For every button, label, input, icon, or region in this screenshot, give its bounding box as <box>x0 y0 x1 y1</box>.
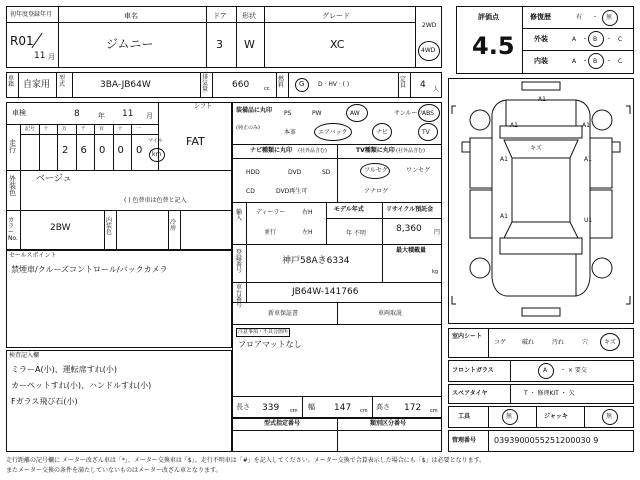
type-no-label: 型式指定番号 <box>264 420 301 427</box>
doors-label: ドア <box>213 12 227 20</box>
equip-circle <box>372 123 392 141</box>
repair-no: 無 <box>606 14 613 21</box>
mileage-col-header: 記号 <box>25 126 36 132</box>
fuel-others: D · HV · ( ) <box>318 81 350 88</box>
repair-label: 修復歴 <box>530 13 551 21</box>
seat-item-2: 破れ <box>522 339 535 346</box>
model-label: 車名 <box>124 12 138 20</box>
ext-color-label: 外装色 <box>9 175 16 197</box>
seat-item-5: キズ <box>604 339 616 346</box>
equip-item: TV <box>422 129 430 136</box>
mileage-digit: 0 <box>136 145 143 156</box>
nav-dvd-play: DVD再生可 <box>276 188 308 195</box>
equip-circle <box>346 104 368 122</box>
nav-dvd: DVD <box>288 169 302 176</box>
import-label: 輸入 <box>236 209 243 222</box>
int-b: B <box>593 58 598 65</box>
equip-circle <box>418 123 438 141</box>
equip-item: ナビ <box>376 129 389 136</box>
equip-item: エアバック <box>318 129 348 136</box>
mgmt-value: 0393900055251200030 9 <box>494 436 599 445</box>
equip-item: PS <box>284 110 292 117</box>
glass-label: フロントガラス <box>452 367 494 374</box>
color-no-label: カラーNo. <box>8 217 18 242</box>
first-reg-year: R01 <box>10 34 34 48</box>
mileage-col-header: 千 <box>80 126 86 132</box>
warranty-label: 新車保証書 <box>268 310 299 317</box>
sales-point-label: セールスポイント <box>9 252 57 259</box>
equip-circle <box>314 123 352 141</box>
mileage-digit: 2 <box>62 145 69 156</box>
inspection-label: 車検 <box>12 109 26 117</box>
tv-oneseg: ワンセグ <box>406 167 431 174</box>
tools-label: 工具 <box>458 413 471 420</box>
equip-item: AW <box>350 110 360 117</box>
unit-mile: マイル <box>148 138 163 144</box>
tv-sub: (社外品含む) <box>396 148 425 154</box>
plate-label: 車籍 <box>8 75 15 88</box>
seat-label: 室内シート <box>452 333 483 340</box>
tv-fullseg: フルセグ <box>364 167 388 174</box>
fuel-value: G <box>299 80 305 88</box>
nav-hdd: HDD <box>246 169 260 176</box>
type-label: 型式 <box>59 75 66 88</box>
ext-b: B <box>593 36 598 43</box>
mileage-digit: 0 <box>117 145 124 156</box>
equip-item: ABS <box>422 110 434 117</box>
doors-value: 3 <box>216 38 223 51</box>
import-parallel: 並行 <box>264 229 277 236</box>
diagram-label-4: A1 <box>500 156 508 163</box>
diagram-label-7: U1 <box>584 217 593 224</box>
inspector-line-2: カーペットすれ(小)、ハンドルすれ(小) <box>11 381 152 390</box>
height-value: 172 <box>404 403 422 413</box>
mileage-col-header: 百 <box>99 126 105 132</box>
shape-label: 形状 <box>242 12 256 20</box>
capacity-label: 定員 <box>400 76 407 89</box>
nav-cd: CD <box>246 188 255 195</box>
cooler-label: 冷房 <box>170 219 177 232</box>
model-value: ジムニー <box>106 37 154 51</box>
drive-4wd: 4WD <box>421 47 436 54</box>
width-value: 147 <box>334 403 352 413</box>
int-dot1: ・ <box>582 58 589 65</box>
mileage-col-header: 十 <box>117 126 123 132</box>
diagram-label-1: A1 <box>538 96 546 103</box>
grade-value: XC <box>330 38 345 51</box>
import-left: 左H <box>302 229 313 236</box>
model-year-label: モデル年式 <box>334 206 364 213</box>
color-no-value: 2BW <box>50 223 71 233</box>
mileage-digit: 6 <box>80 145 87 156</box>
length-label: 長さ <box>236 403 250 411</box>
equip-item: 本革 <box>284 129 297 136</box>
tv-analog: アナログ <box>364 188 389 195</box>
diagram-label-6: A1 <box>500 213 508 220</box>
capacity-unit: 人 <box>433 86 440 93</box>
nav-sd: SD <box>322 169 331 176</box>
attention-value: フロアマットなし <box>238 340 302 349</box>
ext-color-value: ベージュ <box>36 174 72 184</box>
recycle-label: リサイクル預託金 <box>386 206 434 213</box>
equipment-title: 装備品に丸印 <box>236 107 273 114</box>
displacement-label: 排気量 <box>202 74 209 93</box>
diagram-label-5: A1 <box>584 156 592 163</box>
attention-label: 注意事項・不具合箇所 <box>238 329 289 335</box>
plate-value: 自家用 <box>23 80 51 90</box>
glass-a: A <box>543 367 548 374</box>
nav-sub: (社外品含む) <box>298 148 327 154</box>
inspection-month-suffix: 月 <box>146 112 153 120</box>
recycle-unit: 円 <box>434 229 441 236</box>
import-right: 右H <box>302 209 313 216</box>
footer-line-1: 走行距離の記号欄に メーター改ざん車は「*」、メーター交換車は「$」、走行不明車は「#」を記入してください。メーター交換で合算表示した場合にも「$」は必要となります。 <box>6 457 486 464</box>
reg-no-value: 神戸58Aき6334 <box>282 256 350 266</box>
tv-title: TV種類に丸印 <box>356 147 395 154</box>
jack-label: ジャッキ <box>544 413 568 420</box>
footer-line-2: またメーター交換の条件を満たしていないものはメーター改ざん車となります。 <box>6 467 222 474</box>
diagram-label-3: A1 <box>582 122 590 129</box>
reg-no-label: 登録番号 <box>236 249 243 274</box>
capacity-value: 4 <box>420 80 426 90</box>
spare-label: スペアタイヤ <box>452 390 488 397</box>
inspection-year: 8 <box>74 109 80 119</box>
glass-note: ・ × 要交 <box>560 367 587 374</box>
displacement-value: 660 <box>232 80 250 90</box>
height-label: 高さ <box>376 403 390 411</box>
import-dealer: ディーラー <box>256 209 286 216</box>
shift-label: シフト <box>194 103 213 110</box>
first-reg-month: 11 <box>34 51 46 61</box>
mileage-col-header: 万 <box>62 126 68 132</box>
spare-items: T ・ 修理KIT ・ 欠 <box>524 390 575 397</box>
ext-dot1: ・ <box>582 36 589 43</box>
width-unit: cm <box>360 408 368 414</box>
seat-item-1: コゲ <box>494 339 507 346</box>
shift-value: FAT <box>186 135 205 148</box>
tools-value: 無 <box>506 413 513 420</box>
inspection-month: 11 <box>122 109 134 119</box>
length-value: 339 <box>262 403 280 413</box>
max-load-unit: kg <box>432 269 439 275</box>
mileage-col-header: 十 <box>43 126 49 132</box>
car-diagram <box>448 78 634 324</box>
class-no-label: 類別区分番号 <box>370 420 407 427</box>
inspection-year-suffix: 年 <box>98 112 105 120</box>
width-label: 幅 <box>308 403 315 411</box>
equipment-subtitle: (純正のみ) <box>236 125 260 131</box>
max-load-label: 最大積載量 <box>396 247 427 254</box>
inspector-line-3: Fガラス飛び石(小) <box>11 397 78 406</box>
height-unit: cm <box>430 408 438 414</box>
recycle-value: 8,360 <box>396 224 422 234</box>
interior-label: 内装 <box>534 57 548 65</box>
chassis-label: 車台番号 <box>236 284 243 309</box>
diagram-label-2: A1 <box>510 122 518 129</box>
int-dot2: ・ <box>606 58 613 65</box>
repair-yes: 有 <box>576 14 583 21</box>
nav-title: ナビ種類に丸印 <box>250 147 293 154</box>
mileage-label: 走行 <box>9 139 16 154</box>
fuel-label: 燃料 <box>278 76 285 89</box>
first-reg-label: 初年度登録年月 <box>10 11 53 18</box>
mgmt-label: 管理番号 <box>452 437 477 444</box>
length-unit: cm <box>290 408 298 414</box>
equip-circle <box>418 104 440 122</box>
chassis-value: JB64W-141766 <box>292 287 359 297</box>
equip-item: サンルーフ <box>394 110 424 117</box>
ext-color-note: ( ) 色替車は色替と記入 <box>124 197 187 204</box>
inspector-label: 検査記入欄 <box>9 352 40 359</box>
diagram-label-8: キズ <box>530 145 542 152</box>
ext-dot2: ・ <box>606 36 613 43</box>
score-label: 評価点 <box>478 13 499 21</box>
sales-point-value: 禁煙車/クルーズコントロール/バックカメラ <box>11 265 168 274</box>
seat-item-3: 汚れ <box>552 339 565 346</box>
mileage-digit: 0 <box>99 145 106 156</box>
exterior-label: 外装 <box>534 35 548 43</box>
seat-item-4: 穴 <box>582 339 589 346</box>
inspector-line-1: ミラーA(小)、運転席すれ(小) <box>11 365 117 374</box>
ext-c: C <box>618 36 623 43</box>
ext-a: A <box>572 36 577 43</box>
unit-km: km <box>152 151 162 158</box>
int-a: A <box>572 58 577 65</box>
jack-value: 無 <box>606 413 613 420</box>
interior-color-label: 内装色 <box>106 217 113 236</box>
grade-label: グレード <box>322 12 350 20</box>
drive-2wd: 2WD <box>422 22 437 29</box>
score-value: 4.5 <box>472 32 515 60</box>
model-year-value: 年 不明 <box>346 230 366 237</box>
equip-item: PW <box>312 110 322 117</box>
mileage-col-header: 一 <box>136 126 142 132</box>
int-c: C <box>618 58 623 65</box>
shape-value: W <box>244 38 255 51</box>
repair-dot: ・ <box>592 14 599 21</box>
first-reg-month-suffix: 月 <box>48 53 55 61</box>
type-value: 3BA-JB64W <box>100 80 151 90</box>
manual-label: 車両取説 <box>378 310 403 317</box>
displacement-unit: cc <box>264 86 270 92</box>
